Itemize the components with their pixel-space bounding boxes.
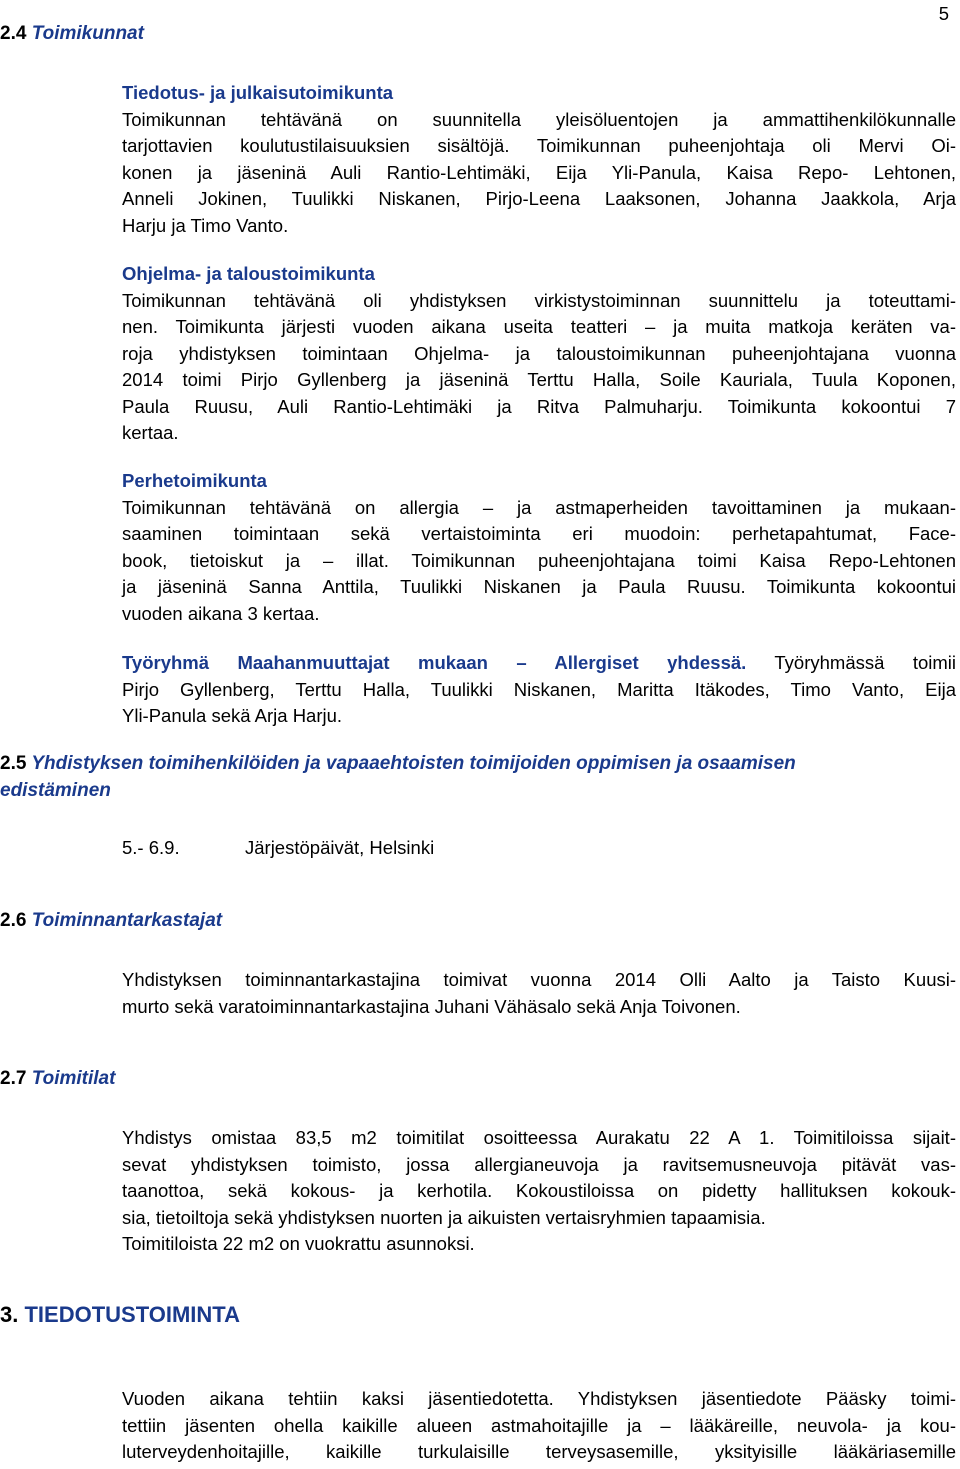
paragraph-line: vuoden aikana 3 kertaa. bbox=[122, 602, 320, 624]
paragraph-line: kertaa. bbox=[122, 422, 179, 443]
section-title: TIEDOTUSTOIMINTA bbox=[24, 1302, 240, 1327]
event-name: Järjestöpäivät, Helsinki bbox=[245, 837, 435, 858]
paragraph-line: Paula Ruusu, Auli Rantio-Lehtimäki ja Ritva Palmuharju. Toimikunta kokoontui 7 bbox=[122, 395, 956, 417]
paragraph-line: book, tietoiskut ja – illat. Toimikunnan puheenjohtajana toimi Kaisa Repo-Lehtonen bbox=[122, 549, 956, 571]
paragraph-line: luterveydenhoitajille, kaikille turkulaisille terveysasemille, yksityisille lääkäriasemille bbox=[122, 1441, 956, 1462]
paragraph-line: ja jäseninä Sanna Anttila, Tuulikki Niskanen ja Paula Ruusu. Toimikunta kokoontui bbox=[122, 576, 956, 597]
committee-title: Ohjelma- ja taloustoimikunta bbox=[122, 263, 375, 284]
committee-ohjelma bbox=[122, 261, 956, 447]
paragraph-line: konen ja jäseninä Auli Rantio-Lehtimäki, Eija Yli-Panula, Kaisa Repo- Lehtonen, bbox=[122, 161, 956, 183]
section-title: Toiminnantarkastajat bbox=[31, 910, 223, 931]
working-group-first-line bbox=[122, 650, 956, 677]
communications-paragraph bbox=[122, 1386, 956, 1466]
paragraph-line: Vuoden aikana tehtiin kaksi jäsentiedotetta. Yhdistyksen jäsentiedote Pääsky toimi- bbox=[122, 1388, 956, 1409]
section-number: 2.7 bbox=[0, 1068, 27, 1089]
section-title: Toimitilat bbox=[31, 1068, 116, 1089]
paragraph-line: sevat yhdistyksen toimisto, jossa allergianeuvoja ja ravitsemusneuvoja pitävät vas- bbox=[122, 1153, 956, 1175]
event-date: 5.- 6.9. bbox=[122, 837, 180, 858]
section-2-6-heading bbox=[0, 908, 222, 935]
paragraph-line: Toimikunnan tehtävänä oli yhdistyksen virkistystoiminnan suunnittelu ja toteuttami- bbox=[122, 289, 956, 311]
section-2-4-heading bbox=[0, 21, 144, 48]
paragraph-line: nen. Toimikunta järjesti vuoden aikana useita teatteri – ja muita matkoja keräten va- bbox=[122, 316, 956, 337]
section-number: 2.4 bbox=[0, 23, 27, 44]
committee-tiedotus bbox=[122, 80, 956, 239]
section-title: Toimikunnat bbox=[31, 23, 144, 44]
paragraph-line: tarjottavien koulutustilaisuuksien sisältöjä. Toimikunnan puheenjohtaja oli Mervi Oi- bbox=[122, 135, 956, 156]
paragraph-line: Yli-Panula sekä Arja Harju. bbox=[122, 705, 343, 726]
premises-paragraph bbox=[122, 1125, 956, 1258]
paragraph-line: Harju ja Timo Vanto. bbox=[122, 214, 289, 236]
paragraph-line: sia, tietoiltoja sekä yhdistyksen nuorten ja aikuisten vertaisryhmien tapaamisia. bbox=[122, 1206, 766, 1228]
paragraph-line: Yhdistyksen toiminnantarkastajina toimivat vuonna 2014 Olli Aalto ja Taisto Kuusi- bbox=[122, 969, 956, 990]
section-number: 2.6 bbox=[0, 910, 27, 931]
section-2-5-heading bbox=[0, 751, 950, 804]
committee-perhe bbox=[122, 468, 956, 627]
paragraph-line: Toimikunnan tehtävänä on allergia – ja astmaperheiden tavoittaminen ja mukaan- bbox=[122, 496, 956, 518]
committee-title: Tiedotus- ja julkaisutoimikunta bbox=[122, 82, 394, 103]
paragraph-line: Toimikunnan tehtävänä on suunnitella yleisöluentojen ja ammattihenkilökunnalle bbox=[122, 108, 956, 130]
section-heading-line: edistäminen bbox=[0, 779, 111, 801]
paragraph-line: Anneli Jokinen, Tuulikki Niskanen, Pirjo-Leena Laaksonen, Johanna Jaakkola, Arja bbox=[122, 188, 956, 209]
paragraph-line: tettiin jäsenten ohella kaikille alueen astmahoitajille ja – lääkäreille, neuvola- ja kou- bbox=[122, 1414, 956, 1436]
working-group-intro: Työryhmässä toimii bbox=[746, 652, 957, 673]
paragraph-line: saaminen toimintaan sekä vertaistoiminta eri muodoin: perhetapahtumat, Face- bbox=[122, 523, 956, 544]
section-heading-line bbox=[0, 751, 950, 778]
committee-title: Perhetoimikunta bbox=[122, 470, 267, 491]
working-group-title-end: . bbox=[741, 652, 747, 673]
page-number: 5 bbox=[938, 3, 949, 24]
paragraph-line: taanottoa, sekä kokous- ja kerhotila. Kokoustiloissa on pidetty hallituksen kokouk- bbox=[122, 1180, 956, 1201]
paragraph-line: 2014 toimi Pirjo Gyllenberg ja jäseninä Terttu Halla, Soile Kauriala, Tuula Koponen, bbox=[122, 369, 956, 390]
paragraph-line: Pirjo Gyllenberg, Terttu Halla, Tuulikki Niskanen, Maritta Itäkodes, Timo Vanto, Eija bbox=[122, 678, 956, 700]
paragraph-line: roja yhdistyksen toimintaan Ohjelma- ja taloustoimikunnan puheenjohtajana vuonna bbox=[122, 342, 956, 364]
paragraph-line: Yhdistys omistaa 83,5 m2 toimitilat osoitteessa Aurakatu 22 A 1. Toimitiloissa sijait- bbox=[122, 1127, 956, 1148]
section-2-7-heading bbox=[0, 1066, 115, 1093]
section-number: 3. bbox=[0, 1302, 19, 1327]
paragraph-line: murto sekä varatoiminnantarkastajina Juhani Vähäsalo sekä Anja Toivonen. bbox=[122, 995, 741, 1017]
working-group bbox=[122, 650, 956, 730]
section-number: 2.5 bbox=[0, 753, 27, 774]
paragraph-line: Toimitiloista 22 m2 on vuokrattu asunnoksi. bbox=[122, 1233, 475, 1254]
section-3-heading bbox=[0, 1302, 240, 1329]
auditors-paragraph bbox=[122, 967, 956, 1020]
section-title: Yhdistyksen toimihenkilöiden ja vapaaehtoisten toimijoiden oppimisen ja osaamisen bbox=[31, 753, 796, 774]
working-group-title: Työryhmä Maahanmuuttajat mukaan – Allergiset yhdessä bbox=[122, 652, 742, 673]
